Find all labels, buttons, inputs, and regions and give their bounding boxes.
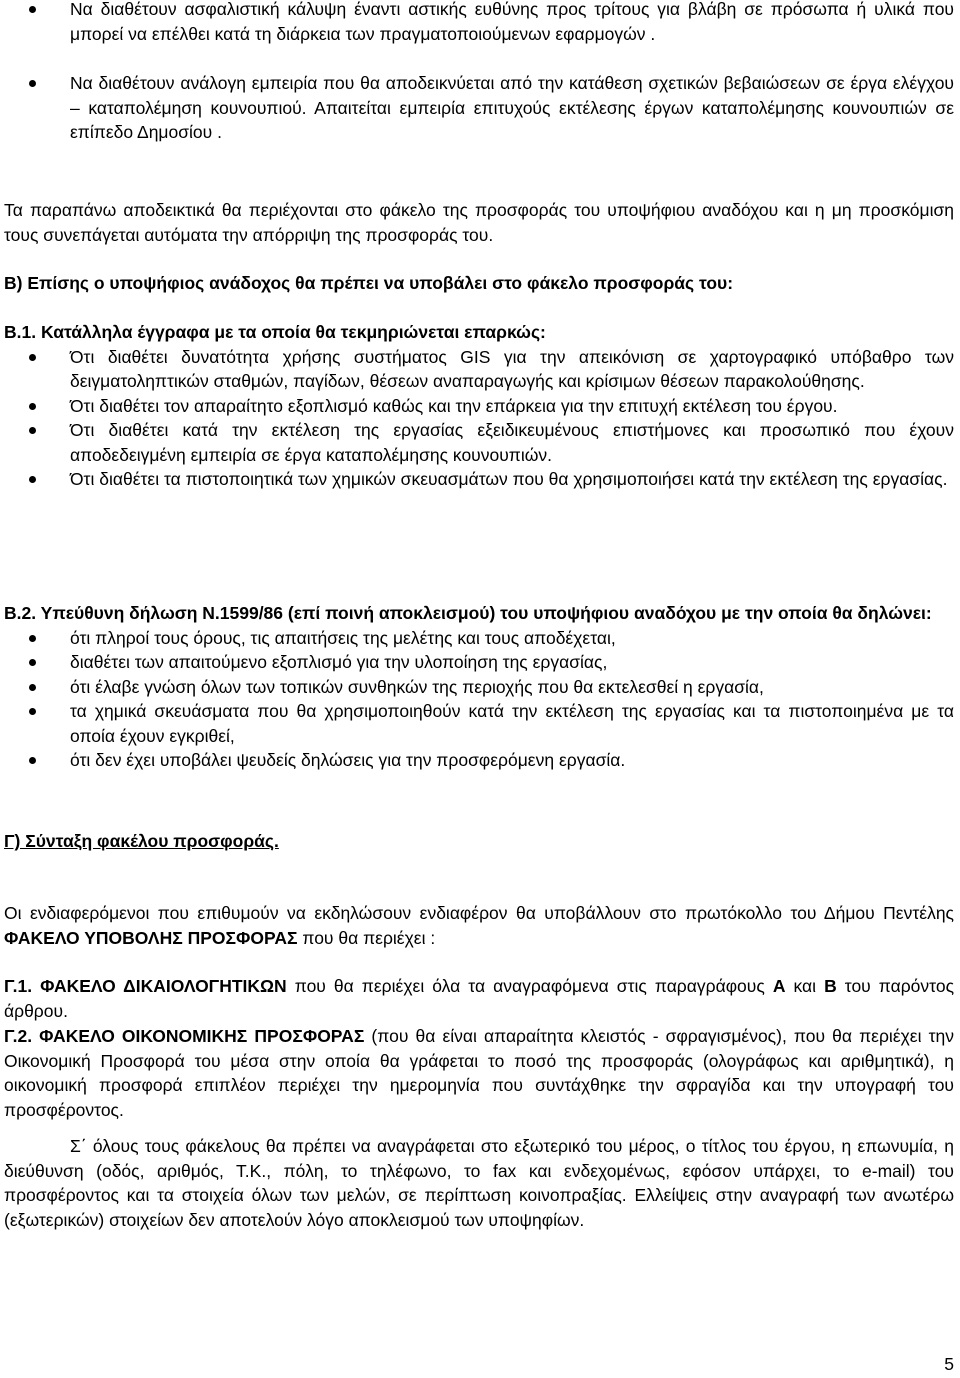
g1-ref-b: Β — [824, 976, 837, 996]
page-number: 5 — [944, 1354, 954, 1374]
g2-paragraph — [4, 1024, 954, 1122]
bullet-icon — [29, 6, 36, 13]
bullet-text: Να διαθέτουν ασφαλιστική κάλυψη έναντι αστικής ευθύνης προς τρίτους για βλάβη σε πρόσωπα ή υλικά που μπορεί να επέλθει κατά τη διάρκεια των πραγματοποιούμενων εφαρμογών . — [70, 0, 954, 44]
section-heading-b: Β) Επίσης ο υποψήφιος ανάδοχος θα πρέπει να υποβάλει στο φάκελο προσφοράς του: — [4, 273, 734, 293]
list-item — [4, 650, 954, 675]
list-item — [4, 394, 954, 419]
g1-paragraph — [4, 974, 954, 1023]
bullet-icon — [29, 80, 36, 87]
bullet-text: Να διαθέτουν ανάλογη εμπειρία που θα αποδεικνύεται από την κατάθεση σχετικών βεβαιώσεων σε έργα ελέγχου – καταπολέμηση κουνουπιού. Απαιτείται εμπειρία επιτυχούς εκτέλεσης έργων καταπολέμησης κουνουπιών σε επίπεδο Δημοσίου . — [70, 73, 954, 142]
top-bullet-list — [4, 0, 954, 145]
bullet-text: ότι πληροί τους όρους, τις απαιτήσεις της μελέτης και τους αποδέχεται, — [70, 627, 616, 648]
bullet-text: Ότι διαθέτει κατά την εκτέλεση της εργασίας εξειδικευμένους επιστήμονες και προσωπικό που έχουν αποδεδειγμένη εμπειρία σε έργα καταπολέμησης κουνουπιών. — [70, 420, 954, 465]
b1-bullet-list — [4, 345, 954, 492]
bullet-icon — [29, 476, 36, 483]
bullet-icon — [29, 708, 36, 715]
bullet-icon — [29, 403, 36, 410]
bullet-text: Ότι διαθέτει τα πιστοποιητικά των χημικών σκευασμάτων που θα χρησιμοποιήσει κατά την εκτέλεση της εργασίας. — [70, 469, 948, 489]
bullet-text: ότι έλαβε γνώση όλων των τοπικών συνθηκών της περιοχής που θα εκτελεσθεί η εργασία, — [70, 676, 764, 697]
bullet-icon — [29, 659, 36, 666]
bullet-icon — [29, 354, 36, 361]
section-heading-g: Γ) Σύνταξη φακέλου προσφοράς. — [4, 831, 279, 851]
bullet-icon — [29, 757, 36, 764]
g1-label: Γ.1. ΦΑΚΕΛΟ ΔΙΚΑΙΟΛΟΓΗΤΙΚΩΝ — [4, 976, 287, 996]
g1-text: που θα περιέχει όλα τα αναγραφόμενα στις παραγράφους — [286, 976, 773, 996]
evidence-paragraph: Τα παραπάνω αποδεικτικά θα περιέχονται στο φάκελο της προσφοράς του υποψήφιου αναδόχου και η μη προσκόμιση τους συνεπάγεται αυτόματα την απόρριψη της προσφοράς του. — [4, 200, 954, 245]
g2-text: (που θα είναι απαραίτητα κλειστός - σφραγισμένος), που θα περιέχει την Οικονομική Προσφορά του μέσα στην οποία θα γράφεται το ποσό της προσφοράς (ολογράφως και αριθμητικά), η οικονομική προσφορά επιπλέον περιέχει την ημερομηνία που συντάχθηκε την σφραγίδα και την υπογραφή του προσφέροντος. — [4, 1026, 954, 1120]
bullet-icon — [29, 427, 36, 434]
interested-text-before: Οι ενδιαφερόμενοι που επιθυμούν να εκδηλώσουν ενδιαφέρον θα υποβάλλουν στο πρωτόκολλο του Δήμου Πεντέλης — [4, 903, 954, 923]
list-item — [4, 626, 954, 651]
bullet-text: Ότι διαθέτει τον απαραίτητο εξοπλισμό καθώς και την επάρκεια για την επιτυχή εκτέλεση του έργου. — [70, 395, 838, 416]
bullet-text: ότι δεν έχει υποβάλει ψευδείς δηλώσεις για την προσφερόμενη εργασία. — [70, 750, 626, 770]
section-heading-b1: Β.1. Κατάλληλα έγγραφα με τα οποία θα τεκμηριώνεται επαρκώς: — [4, 322, 546, 342]
g1-text-and: και — [785, 976, 825, 996]
list-item — [4, 418, 954, 467]
b2-bullet-list — [4, 626, 954, 773]
list-item — [4, 345, 954, 394]
list-item — [4, 748, 954, 773]
list-item — [4, 699, 954, 748]
list-item — [4, 675, 954, 700]
interested-text-after: που θα περιέχει : — [297, 927, 436, 948]
bullet-text: τα χημικά σκευάσματα που θα χρησιμοποιηθούν κατά την εκτέλεση της εργασίας και τα πιστοποιημένα με τα οποία έχουν εγκριθεί, — [70, 701, 954, 746]
bullet-text: διαθέτει των απαιτούμενο εξοπλισμό για την υλοποίηση της εργασίας, — [70, 652, 608, 672]
g1-text-end: του παρόντος άρθρου. — [4, 976, 954, 1021]
envelopes-paragraph: Σ΄ όλους τους φάκελους θα πρέπει να αναγράφεται στο εξωτερικό του μέρος, ο τίτλος του έργου, η επωνυμία, η διεύθυνση (οδός, αριθμός, Τ.Κ., πόλη, το τηλέφωνο, το fax και ενδεχομένως, εφόσον υπάρχει, το e-mail) του προσφέροντος και τα στοιχεία όλων των μελών, σε περίπτωση κοινοπραξίας. Ελλείψεις στην αναγραφή των ανωτέρω (εξωτερικών) στοιχείων δεν αποτελούν λόγο αποκλεισμού των υποψηφίων. — [4, 1136, 954, 1230]
bullet-text: Ότι διαθέτει δυνατότητα χρήσης συστήματος GIS για την απεικόνιση σε χαρτογραφικό υπόβαθρο των δειγματοληπτικών σταθμών, παγίδων, θέσεων αναπαραγωγής και κρίσιμων θέσεων παρακολούθησης. — [70, 346, 954, 391]
bullet-icon — [29, 684, 36, 691]
g2-label: Γ.2. ΦΑΚΕΛΟ ΟΙΚΟΝΟΜΙΚΗΣ ΠΡΟΣΦΟΡΑΣ — [4, 1026, 365, 1046]
envelope-title: ΦΑΚΕΛΟ ΥΠΟΒΟΛΗΣ ΠΡΟΣΦΟΡΑΣ — [4, 927, 298, 948]
list-item — [4, 467, 954, 492]
interested-paragraph — [4, 901, 954, 950]
section-heading-b2: Β.2. Υπεύθυνη δήλωση Ν.1599/86 (επί ποινή αποκλεισμού) του υποψήφιου αναδόχου με την οποία θα δηλώνει: — [4, 603, 932, 623]
list-item — [4, 0, 954, 46]
bullet-icon — [29, 635, 36, 642]
list-item — [4, 71, 954, 145]
g1-ref-a: Α — [772, 976, 786, 996]
